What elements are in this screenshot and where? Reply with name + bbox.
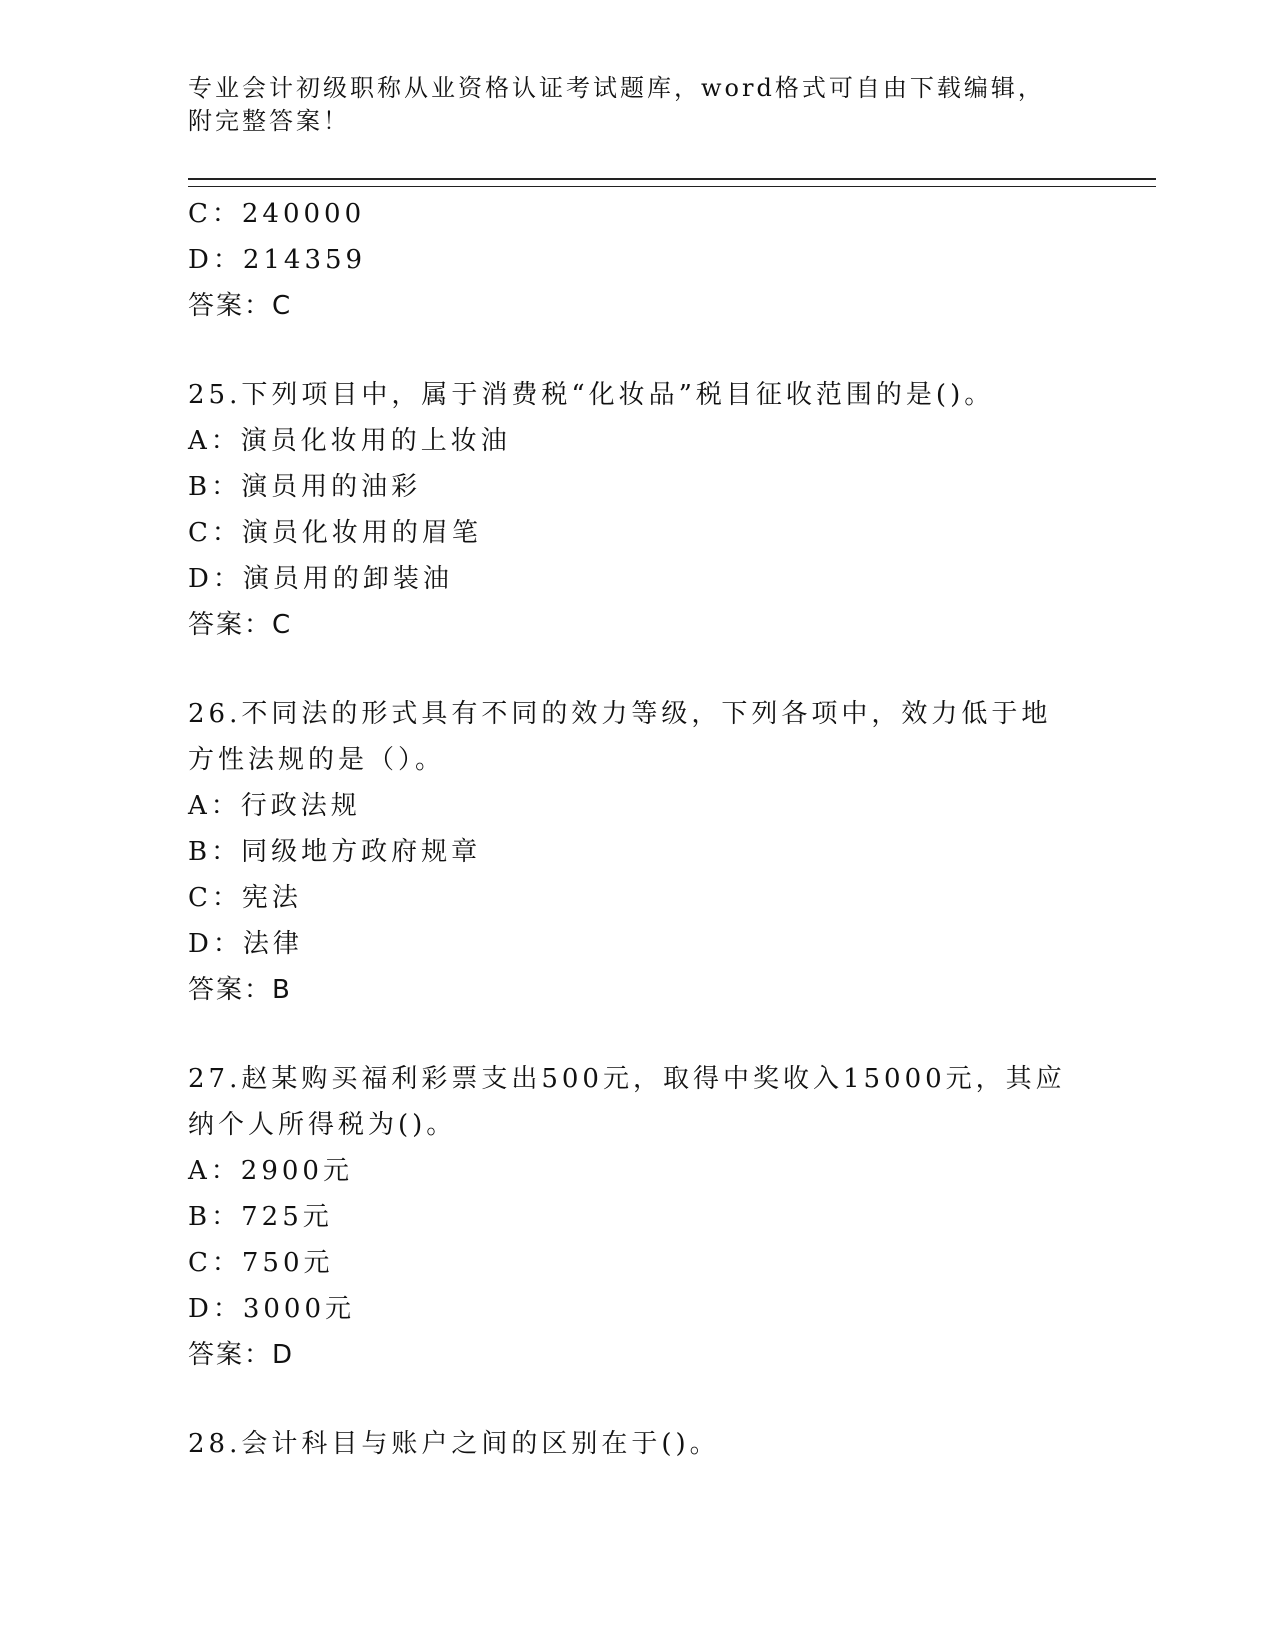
option-b: B：同级地方政府规章 — [188, 837, 482, 867]
answer: 答案：B — [188, 975, 292, 1005]
option-a: A：2900元 — [188, 1156, 353, 1186]
option-d: D：3000元 — [188, 1294, 356, 1324]
document-header — [188, 72, 1068, 138]
header-text: 专业会计初级职称从业资格认证考试题库，word格式可自由下载编辑，附完整答案！ — [188, 74, 1045, 135]
option-d: D：演员用的卸装油 — [188, 564, 453, 594]
option-b: B：725元 — [188, 1202, 333, 1232]
option-d: D：214359 — [188, 245, 367, 275]
option-d: D：法律 — [188, 929, 303, 959]
question-list — [188, 191, 1088, 1467]
answer: 答案：C — [188, 291, 293, 321]
question-stem: 27.赵某购买福利彩票支出500元，取得中奖收入15000元，其应纳个人所得税为()。 — [188, 1064, 1066, 1140]
option-c: C：240000 — [188, 199, 366, 229]
question-stem: 26.不同法的形式具有不同的效力等级，下列各项中，效力低于地方性法规的是（）。 — [188, 699, 1052, 775]
question-24-tail — [188, 191, 1088, 329]
question-stem: 25.下列项目中，属于消费税“化妆品”税目征收范围的是()。 — [188, 380, 995, 410]
question-stem: 28.会计科目与账户之间的区别在于()。 — [188, 1429, 720, 1459]
option-c: C：演员化妆用的眉笔 — [188, 518, 482, 548]
header-divider — [188, 178, 1156, 187]
option-a: A：行政法规 — [188, 791, 361, 821]
answer: 答案：C — [188, 610, 293, 640]
question-28 — [188, 1421, 1088, 1467]
question-25 — [188, 372, 1088, 648]
option-a: A：演员化妆用的上妆油 — [188, 426, 511, 456]
question-27 — [188, 1056, 1088, 1378]
option-c: C：750元 — [188, 1248, 334, 1278]
answer: 答案：D — [188, 1340, 295, 1370]
option-b: B：演员用的油彩 — [188, 472, 422, 502]
question-26 — [188, 691, 1088, 1013]
option-c: C：宪法 — [188, 883, 302, 913]
